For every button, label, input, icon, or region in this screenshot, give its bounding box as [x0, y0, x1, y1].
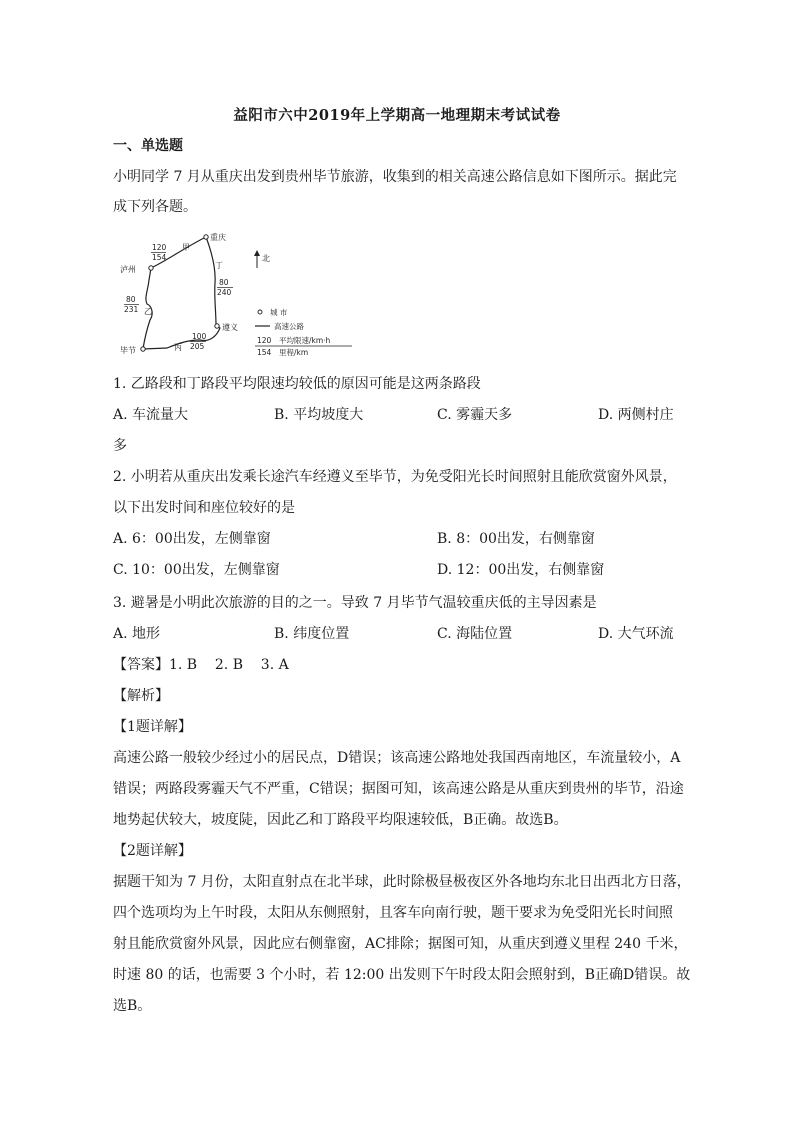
svg-text:240: 240: [217, 288, 232, 297]
segment-value-bing: [190, 332, 207, 351]
question-1-stem: 1. 乙路段和丁路段平均限速均较低的原因可能是这两条路段: [113, 376, 481, 392]
legend-sample-length: 154: [257, 348, 272, 357]
svg-text:120: 120: [152, 243, 167, 252]
legend-sample-limit: 120: [257, 336, 272, 345]
question-1-option-a: A. 车流量大: [113, 407, 189, 423]
city-label-luzhou: 泸州: [120, 265, 136, 274]
question-2-option-c: C. 10：00出发，左侧靠窗: [113, 562, 280, 578]
answer-key: 【答案】1. B 2. B 3. A: [113, 657, 289, 673]
detail-1-line-1: 高速公路一般较少经过小的居民点，D错误；该高速公路地处我国西南地区，车流量较小，A: [113, 750, 681, 766]
question-1-option-b: B. 平均坡度大: [274, 407, 364, 423]
svg-text:80: 80: [219, 278, 229, 287]
question-1-option-d-overflow: 多: [113, 438, 127, 454]
detail-2-line-2: 四个选项均为上午时段，太阳从东侧照射，且客车向南行驶，题干要求为免受阳光长时间照: [113, 905, 673, 921]
segment-value-yi: [124, 295, 139, 314]
segment-value-jia: [151, 243, 167, 262]
question-3-option-a: A. 地形: [113, 626, 161, 642]
city-marker-chongqing: [204, 235, 208, 239]
question-1-option-d: D. 两侧村庄: [598, 407, 674, 423]
question-2-stem-line-1: 2. 小明若从重庆出发乘长途汽车经遵义至毕节，为免受阳光长时间照射且能欣赏窗外风景，: [113, 469, 677, 485]
question-2-option-a: A. 6：00出发，左侧靠窗: [113, 531, 271, 547]
detail-2-line-3: 射且能欣赏窗外风景，因此应右侧靠窗，AC排除；据图可知，从重庆到遵义里程 240 千米，: [113, 936, 688, 952]
segment-label-jia: 甲: [182, 243, 190, 252]
city-label-bijie: 毕节: [120, 346, 136, 355]
highway-map: [112, 228, 362, 363]
legend-city-label: 城 市: [270, 308, 288, 317]
detail-2-heading: 【2题详解】: [113, 843, 192, 859]
detail-2-line-5: 选B。: [113, 998, 152, 1014]
intro-line-1: 小明同学 7 月从重庆出发到贵州毕节旅游，收集到的相关高速公路信息如下图所示。据此完: [113, 169, 677, 185]
question-3-option-b: B. 纬度位置: [274, 626, 350, 642]
question-3-option-c: C. 海陆位置: [437, 626, 513, 642]
city-marker-luzhou: [149, 266, 153, 270]
segment-label-ding: 丁: [215, 261, 223, 270]
segment-value-ding: [217, 278, 233, 297]
map-legend: [255, 307, 352, 357]
city-label-zunyi: 遵义: [222, 323, 238, 332]
svg-text:154: 154: [152, 253, 167, 262]
question-3-stem: 3. 避暑是小明此次旅游的目的之一。导致 7 月毕节气温较重庆低的主导因素是: [113, 595, 597, 611]
svg-text:80: 80: [126, 295, 136, 304]
analysis-heading: 【解析】: [113, 688, 169, 704]
detail-2-line-1: 据题干知为 7 月份，太阳直射点在北半球，此时除极昼极夜区外各地均东北日出西北方日落，: [113, 874, 691, 890]
north-arrow-icon: [254, 250, 270, 268]
question-2-option-d: D. 12：00出发，右侧靠窗: [437, 562, 605, 578]
legend-length-label: 里程/km: [279, 348, 309, 357]
city-label-chongqing: 重庆: [210, 233, 226, 242]
detail-2-line-4: 时速 80 的话，也需要 3 个小时，若 12:00 出发则下午时段太阳会照射到，B正确D错误。故: [113, 967, 691, 983]
intro-line-2: 成下列各题。: [113, 199, 197, 215]
svg-text:100: 100: [192, 332, 207, 341]
question-3-option-d: D. 大气环流: [598, 626, 674, 642]
city-marker-zunyi: [215, 324, 219, 328]
section-heading: 一、单选题: [113, 138, 183, 154]
segment-label-yi: 乙: [144, 307, 152, 316]
legend-highway-label: 高速公路: [274, 322, 304, 331]
svg-text:231: 231: [124, 305, 139, 314]
detail-1-line-3: 地势起伏较大，坡度陡，因此乙和丁路段平均限速较低，B正确。故选B。: [113, 812, 568, 828]
detail-1-line-2: 错误；两路段雾霾天气不严重，C错误；据图可知，该高速公路是从重庆到贵州的毕节，沿途: [113, 781, 684, 797]
svg-text:205: 205: [190, 342, 205, 351]
legend-city-icon: [258, 310, 262, 314]
question-1-option-c: C. 雾霾天多: [437, 407, 513, 423]
city-marker-bijie: [141, 347, 145, 351]
detail-1-heading: 【1题详解】: [113, 719, 192, 735]
question-2-option-b: B. 8：00出发，右侧靠窗: [437, 531, 595, 547]
question-2-stem-line-2: 以下出发时间和座位较好的是: [113, 500, 295, 516]
page-title: 益阳市六中2019年上学期高一地理期末考试试卷: [233, 107, 561, 124]
legend-speed-label: 平均限速/km·h: [279, 336, 331, 345]
north-label: 北: [262, 254, 270, 263]
segment-label-bing: 丙: [174, 343, 182, 352]
